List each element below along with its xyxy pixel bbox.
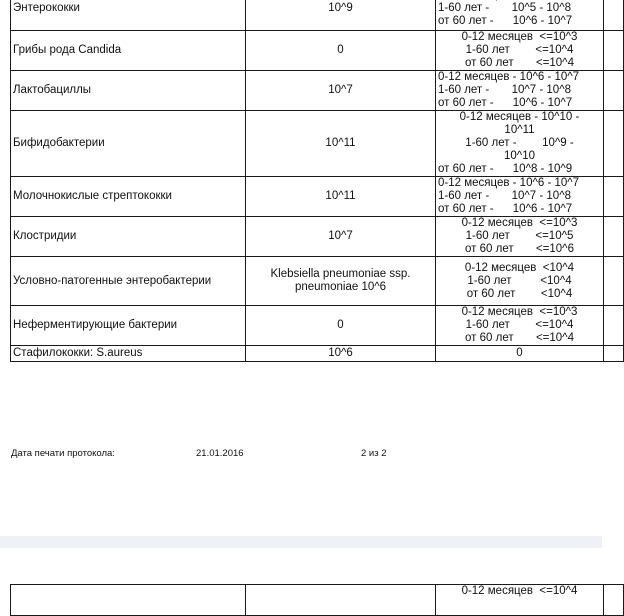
page-separator [0,536,602,548]
analyte-name: Клостридии [11,217,246,257]
analyte-result [246,111,436,177]
norm-line: 1-60 лет <=10^4 [465,44,574,56]
page-number: 2 из 2 [361,448,387,459]
norm-line: от 60 лет <10^4 [466,287,573,300]
analyte-result [246,0,436,31]
result-line: 10^7 [328,230,353,242]
norm-line: от 60 лет - 10^6 - 10^7 [438,15,573,27]
extra-column [604,31,624,71]
analyte-result [246,31,436,71]
table-row [11,257,624,306]
table-row [11,346,624,362]
analyte-name [11,585,246,616]
analyte-name: Неферментирующие бактерии [11,306,246,346]
results-table [10,0,624,362]
norm-line: 1-60 лет <=10^4 [465,319,574,331]
table-row [11,585,624,616]
norm-line: 10^11 [504,124,535,136]
reference-range [436,257,604,306]
extra-column [604,111,624,177]
norm-line: 0-12 месяцев <=10^3 [461,217,578,229]
norm-line: от 60 лет <=10^4 [465,332,574,344]
analyte-result [246,71,436,111]
reference-range [436,31,604,71]
norm-line: 0-12 месяцев <10^4 [464,261,575,274]
result-line: 10^6 [328,347,353,359]
norm-line: 1-60 лет - 10^5 - 10^8 [438,2,571,14]
norm-line: от 60 лет - 10^8 - 10^9 [438,163,573,175]
extra-column [604,306,624,346]
norm-line: 0-12 месяцев - 10^6 - 10^7 [438,71,580,83]
norm-line: 1-60 лет - 10^9 - [465,137,574,149]
norm-line: 1-60 лет <=10^5 [465,230,574,242]
analyte-result [246,585,436,616]
table-row [11,217,624,257]
extra-column [604,585,624,616]
reference-range [436,346,604,362]
analyte-result [246,306,436,346]
analyte-name: Условно-патогенные энтеробактерии [11,257,246,306]
reference-range [436,217,604,257]
extra-column [604,177,624,217]
analyte-result [246,346,436,362]
table-row [11,31,624,71]
reference-range [436,0,604,31]
analyte-name: Молочнокислые стрептококки [11,177,246,217]
norm-line: от 60 лет <=10^6 [465,243,574,255]
analyte-result [246,177,436,217]
norm-line: 0-12 месяцев <=10^3 [461,306,578,318]
norm-line: от 60 лет - 10^6 - 10^7 [438,203,573,215]
next-page [0,548,602,600]
norm-line: 0 [516,347,523,359]
extra-column [604,257,624,306]
result-line: Klebsiella pneumoniae ssp. [270,268,411,280]
extra-column [604,217,624,257]
norm-line: 1-60 лет - 10^7 - 10^8 [438,190,571,202]
norm-line: 10^10 [504,150,535,162]
result-line: pneumoniae 10^6 [294,281,387,293]
result-line: 10^9 [328,2,353,14]
result-line: 0 [337,319,344,331]
norm-line: 1-60 лет <10^4 [467,274,572,287]
analyte-name: Энтерококки [11,0,246,31]
results-table-continued [10,584,624,616]
extra-column [604,71,624,111]
analyte-result [246,217,436,257]
table-row [11,177,624,217]
norm-line: 0-12 месяцев <=10^3 [461,31,578,43]
norm-line: 0-12 месяцев - 10^6 - 10^7 [438,177,580,189]
norm-line: 1-60 лет - 10^7 - 10^8 [438,84,571,96]
analyte-name: Грибы рода Candida [11,31,246,71]
table-row [11,306,624,346]
reference-range [436,71,604,111]
analyte-name: Лактобациллы [11,71,246,111]
table-row [11,71,624,111]
print-date-label: Дата печати протокола: [11,448,115,459]
reference-range [436,306,604,346]
result-line: 0 [337,44,344,56]
norm-line: 0-12 месяцев <=10^4 [461,585,578,597]
extra-column [604,346,624,362]
analyte-result [246,257,436,306]
result-line: 10^11 [325,190,356,202]
result-line: 10^11 [325,137,356,149]
norm-line: от 60 лет <=10^4 [465,57,574,69]
analyte-name: Стафилококки: S.aureus [11,346,246,362]
analyte-name: Бифидобактерии [11,111,246,177]
table-row [11,0,624,31]
extra-column [604,0,624,31]
norm-line: от 60 лет - 10^6 - 10^7 [438,97,573,109]
result-line: 10^7 [328,84,353,96]
table-row [11,111,624,177]
reference-range [436,111,604,177]
reference-range [436,177,604,217]
print-date-value: 21.01.2016 [196,448,244,459]
norm-line: 0-12 месяцев - 10^10 - [459,111,580,123]
reference-range [436,585,604,616]
